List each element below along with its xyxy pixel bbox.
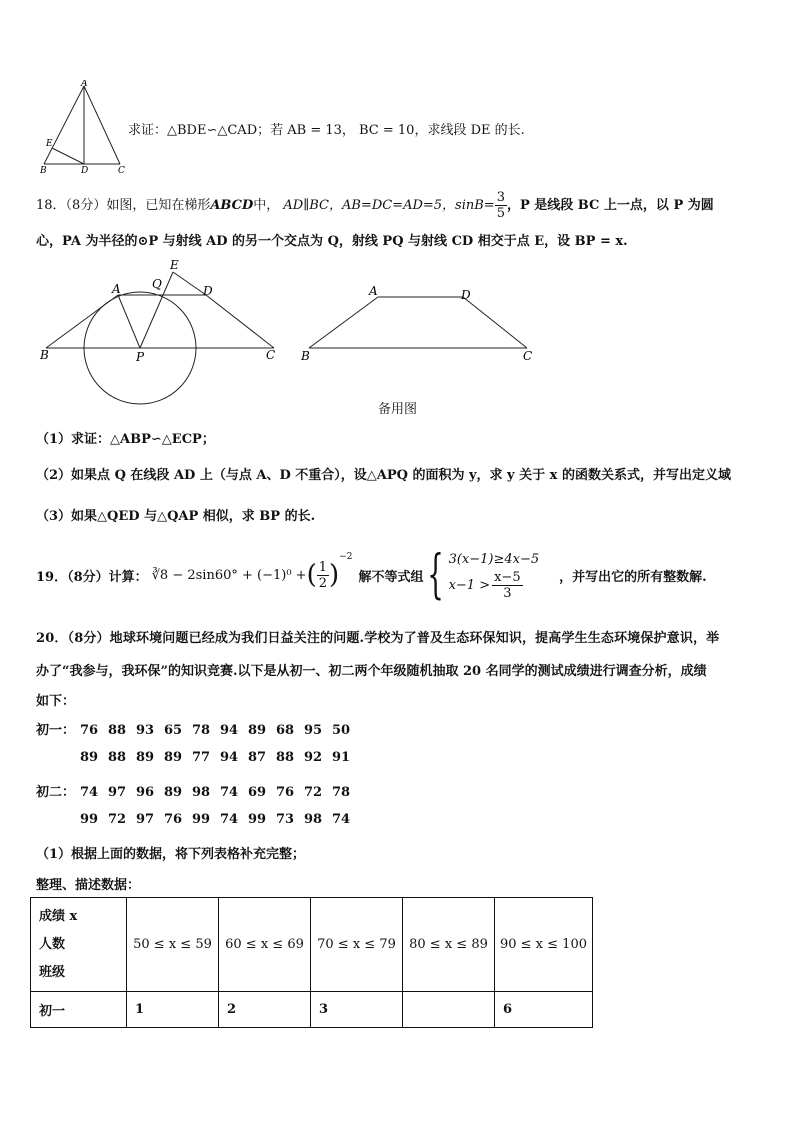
inequality-2-fraction: [492, 570, 523, 601]
grade2-scores-2: [80, 812, 360, 827]
header-score: 成绩 x: [39, 908, 78, 924]
score-value: 93: [136, 723, 155, 738]
range-cell: 50 ≤ x ≤ 59: [127, 898, 219, 992]
score-value: 74: [220, 785, 239, 800]
q19-line: [36, 544, 707, 606]
fig1-label-C: C: [266, 348, 276, 362]
header-class: 班级: [39, 964, 66, 980]
inequality-system: [449, 550, 540, 601]
label-B: B: [40, 166, 47, 175]
score-value: 94: [220, 723, 239, 738]
trapezoid-circle-figure: [36, 255, 286, 405]
label-E: E: [46, 139, 53, 149]
score-value: 89: [136, 750, 155, 765]
range-cell: 90 ≤ x ≤ 100: [495, 898, 593, 992]
score-value: 76: [164, 812, 183, 827]
q18-abcd: ABCD: [210, 198, 254, 213]
score-value: 96: [136, 785, 155, 800]
table-header-row: [31, 898, 593, 992]
spare-figure-caption: 备用图: [378, 402, 418, 417]
score-value: 76: [80, 723, 99, 738]
half-numerator: 1: [318, 559, 328, 575]
q18-line1-post: ，P 是线段 BC 上一点，以 P 为圆: [506, 198, 714, 213]
value-cell: 2: [219, 992, 311, 1028]
q20-part1: （1）根据上面的数据，将下列表格补充完整；: [36, 847, 306, 862]
q18-line1-pre: 18．（8分）如图，已知在梯形: [36, 198, 211, 213]
grade1-label: 初一：: [36, 723, 76, 738]
score-value: 69: [248, 785, 267, 800]
fig1-label-P: P: [136, 350, 145, 364]
range-cell: 60 ≤ x ≤ 69: [219, 898, 311, 992]
score-value: 89: [164, 750, 183, 765]
score-value: 78: [192, 723, 211, 738]
q19-expression: ∛8 − 2sin60° + (−1)⁰ +: [151, 567, 307, 583]
q20-line1: 20．（8分）地球环境问题已经成为我们日益关注的问题.学校为了普及生态环保知识，提高学生生态环境保护意识，举: [36, 631, 720, 646]
q20-organize: 整理、描述数据：: [36, 878, 141, 893]
score-value: 74: [220, 812, 239, 827]
label-C: C: [118, 166, 125, 175]
q19-prefix: 19．（8分）计算：: [36, 569, 148, 585]
grade2-row1: [36, 781, 360, 800]
score-value: 99: [192, 812, 211, 827]
grade2-scores-1: [80, 785, 360, 800]
label-A: A: [81, 80, 88, 89]
half-denominator: 2: [318, 575, 328, 591]
exponent: −2: [339, 552, 353, 562]
paren-open: (: [306, 560, 317, 590]
sin-numerator: 3: [496, 190, 505, 205]
value-cell[interactable]: [403, 992, 495, 1028]
score-value: 89: [248, 723, 267, 738]
score-value: 77: [192, 750, 211, 765]
table-corner-cell: [31, 898, 127, 992]
header-count: 人数: [39, 936, 66, 952]
score-value: 89: [164, 785, 183, 800]
range-cell: 70 ≤ x ≤ 79: [311, 898, 403, 992]
fig1-label-B: B: [40, 348, 49, 362]
problem-17-text: 求证：△BDE∽△CAD；若 AB = 13， BC = 10，求线段 DE 的长.: [128, 123, 525, 138]
score-value: 97: [136, 812, 155, 827]
score-value: 87: [248, 750, 267, 765]
score-value: 98: [192, 785, 211, 800]
score-value: 88: [276, 750, 295, 765]
grade1-scores-2: [80, 750, 360, 765]
value-cell: 3: [311, 992, 403, 1028]
fig2-label-B: B: [301, 349, 310, 363]
q18-part3: （3）如果△QED 与△QAP 相似，求 BP 的长.: [36, 509, 316, 524]
score-value: 72: [304, 785, 323, 800]
q18-condition: AD∥BC，AB=DC=AD=5，sinB=: [283, 198, 495, 213]
fig1-label-A: A: [112, 282, 121, 296]
inequality-1: 3(x−1)≥4x−5: [448, 551, 540, 567]
range-cell: 80 ≤ x ≤ 89: [403, 898, 495, 992]
ineq2-numerator: x−5: [494, 569, 521, 585]
fig1-label-E: E: [170, 258, 179, 272]
score-value: 88: [108, 723, 127, 738]
grade1-scores-1: [80, 723, 360, 738]
score-value: 68: [276, 723, 295, 738]
half-fraction: [317, 560, 329, 591]
fig2-label-D: D: [461, 288, 471, 302]
score-value: 65: [164, 723, 183, 738]
q18-part2: （2）如果点 Q 在线段 AD 上（与点 A、D 不重合），设△APQ 的面积为 y，求 y 关于 x 的函数关系式，并写出定义域: [36, 468, 731, 483]
score-value: 89: [80, 750, 99, 765]
score-value: 95: [304, 723, 323, 738]
q18-line2: 心，PA 为半径的⊙P 与射线 AD 的另一个交点为 Q，射线 PQ 与射线 CD 相交于点 E，设 BP = x.: [36, 234, 628, 249]
score-value: 94: [220, 750, 239, 765]
grade2-row2: [80, 812, 360, 827]
q18-part1: （1）求证：△ABP∽△ECP；: [36, 432, 215, 447]
frequency-table: [30, 897, 593, 1028]
q18-line1-mid: 中，: [253, 198, 280, 213]
row-label-cell: 初一: [31, 992, 127, 1028]
grade1-row1: [36, 719, 360, 738]
triangle-figure-17: [34, 80, 134, 175]
fig2-label-C: C: [523, 349, 533, 363]
score-value: 50: [332, 723, 351, 738]
spare-trapezoid-figure: [295, 282, 545, 367]
score-value: 76: [276, 785, 295, 800]
q20-line3: 如下：: [36, 694, 76, 709]
fig1-label-D: D: [203, 284, 213, 298]
paren-close: ): [329, 560, 340, 590]
value-cell: 1: [127, 992, 219, 1028]
score-value: 74: [80, 785, 99, 800]
value-cell: 6: [495, 992, 593, 1028]
score-value: 78: [332, 785, 351, 800]
label-D: D: [81, 166, 89, 175]
score-value: 99: [248, 812, 267, 827]
score-value: 92: [304, 750, 323, 765]
score-value: 99: [80, 812, 99, 827]
inequality-2: [449, 570, 540, 601]
score-value: 73: [276, 812, 295, 827]
grade1-row2: [80, 750, 360, 765]
score-value: 72: [108, 812, 127, 827]
score-value: 88: [108, 750, 127, 765]
fig2-label-A: A: [369, 284, 378, 298]
q20-line2: 办了“我参与，我环保”的知识竞赛.以下是从初一、初二两个年级随机抽取 20 名同学的测试成绩进行调查分析，成绩: [36, 664, 707, 679]
grade2-label: 初二：: [36, 785, 76, 800]
score-value: 98: [304, 812, 323, 827]
score-value: 91: [332, 750, 351, 765]
sin-denominator: 5: [496, 206, 505, 221]
q18-line1: [36, 190, 714, 221]
q19-solve-label: 解不等式组: [358, 569, 424, 585]
ineq2-denominator: 3: [503, 585, 512, 601]
sin-fraction: [495, 190, 507, 221]
table-row: [31, 992, 593, 1028]
score-value: 74: [332, 812, 351, 827]
inequality-2-left: x−1 >: [448, 577, 491, 593]
q19-suffix: ，并写出它的所有整数解.: [559, 569, 707, 585]
brace-icon: {: [427, 545, 445, 605]
score-value: 97: [108, 785, 127, 800]
fig1-label-Q: Q: [152, 277, 162, 291]
